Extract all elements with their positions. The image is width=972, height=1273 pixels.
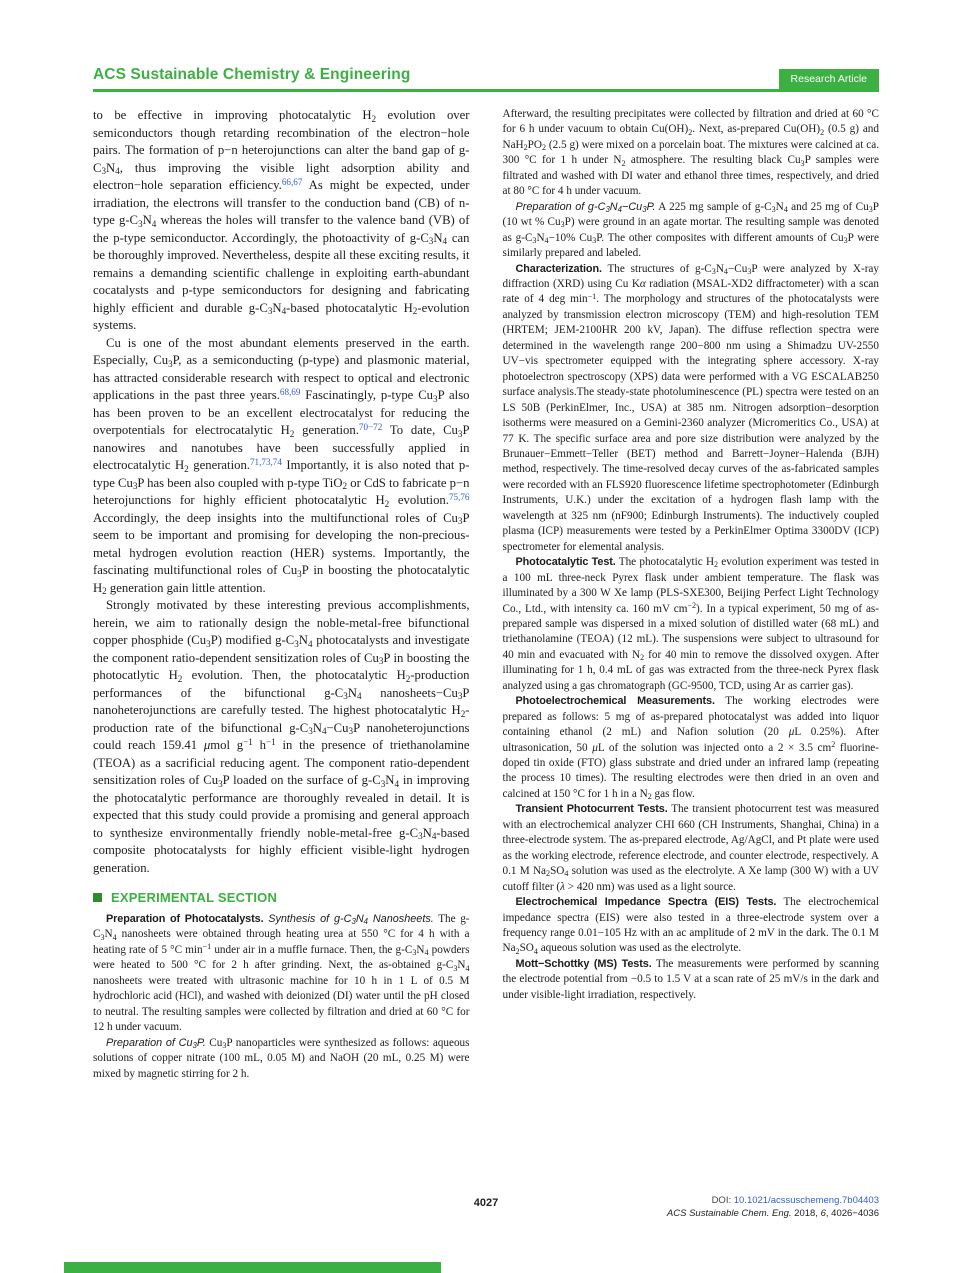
doi-link[interactable]: 10.1021/acssuschemeng.7b04403 — [733, 1195, 879, 1206]
right-column — [503, 107, 880, 1082]
text-run: evolution experiment was tested in a 100 mL three-neck Pyrex flask under ambient temperature. The flask was illuminated by a 300 W Xe lamp (PLS-SXE300, Beijing Perfect Light Technology Co., Ltd., with intensity ca. 160 mV cm — [502, 556, 879, 615]
text-run: 4 — [363, 917, 369, 927]
text-run: Cu — [205, 1036, 223, 1049]
text-run: 3 — [433, 393, 438, 404]
text-run: 3 — [711, 266, 716, 276]
two-column-body — [93, 107, 879, 1082]
text-run: 2 — [647, 792, 652, 802]
text-run: 3 — [218, 778, 223, 789]
text-run: N — [355, 913, 364, 925]
text-run: P (10 wt % Cu — [502, 200, 880, 229]
text-run: 3 — [642, 204, 647, 214]
text-run: N — [422, 825, 432, 840]
body-paragraph — [93, 107, 470, 335]
text-run: P nanoheterojunctions could reach 159.41 — [93, 720, 470, 752]
text-run: nanosheets were treated with ultrasonic machine for 10 h in 1 L of 0.5 M hydrochloric acid (HCl), and washed with deionized (DI) water until the pH closed to neutral. The resulting samples were collected by filtration and dried at 60 °C for 12 h under vacuum. — [93, 974, 470, 1034]
text-run: N — [106, 160, 116, 175]
text-run: ACS Sustainable Chem. Eng. — [666, 1208, 795, 1219]
text-run: −1 — [587, 291, 597, 301]
text-run: for 40 min to remove the dissolved oxygen. After illuminating for 1 h, 0.4 mL of gas was extracted from the three-neck Pyrex flask analyzed using a gas chromatograph (GC-9500, TCD, using Ar as carrier gas). — [502, 648, 879, 692]
text-run: P in boosting the photocatalytic H — [93, 563, 470, 595]
text-run: in improving the photocatalytic performance are thoroughly revealed in detail. It is expected that this study could provide a promising and general approach to synthesize environmentally friendly noble-metal-free g-C — [93, 773, 470, 840]
text-run: μ — [203, 738, 211, 752]
text-run: 3 — [138, 218, 143, 229]
text-run: 3 — [192, 1040, 197, 1050]
text-run: > 420 nm) was used as a light source. — [564, 880, 736, 893]
text-run: 3 — [428, 236, 434, 247]
text-run: 3 — [101, 166, 107, 177]
text-run: 3 — [308, 726, 313, 737]
text-run: to be effective in improving photocatalytic H — [93, 108, 372, 122]
body-paragraph — [503, 200, 880, 262]
text-run: 3 — [380, 778, 386, 789]
text-run: 4 — [723, 266, 728, 276]
text-run: The measurements were performed by scanning the electrode potential from −0.5 to 1.5 V at a scan rate of 25 mV/s in the dark and under visible-light irradiation, respectively. — [502, 957, 879, 1001]
text-run: P were analyzed by X-ray diffraction (XRD) using Cu K — [502, 262, 879, 290]
page-number: 4027 — [473, 1197, 499, 1209]
text-run: P) modified g-C — [210, 633, 295, 647]
text-run: whereas the holes will transfer to the valence band (VB) of the p-type semiconductor. Accordingly, the photoactivity of g-C — [93, 213, 470, 245]
text-run: N — [775, 200, 784, 213]
text-run: Accordingly, the deep insights into the multifunctional roles of Cu — [93, 510, 458, 525]
doi-line — [667, 1194, 879, 1207]
text-run: PO — [527, 138, 542, 151]
text-run: mol g — [210, 738, 244, 752]
text-run: 3 — [378, 656, 384, 667]
text-run: , thus improving the visible light adsorption ability and electron−hole separation efficiency. — [93, 160, 470, 192]
text-run: Afterward, the resulting precipitates were collected by filtration and dried at 60 °C for 6 h under vacuum to obtain Cu(OH) — [502, 108, 879, 136]
text-run: 3 — [457, 691, 463, 702]
left-column — [93, 107, 470, 1082]
text-run: 2 — [384, 498, 390, 509]
text-run: 2 — [102, 586, 107, 597]
text-run: P) were ground in an agate mortar. The resulting sample was denoted as g-C — [502, 216, 879, 244]
text-run: λ — [560, 880, 565, 893]
body-paragraph — [503, 694, 880, 802]
text-run: 2 — [546, 869, 551, 879]
text-run: Fascinatingly, p-type Cu — [300, 388, 434, 402]
text-run: −10% Cu — [548, 231, 593, 244]
text-run: −1 — [202, 942, 212, 952]
text-run: Cu is one of the most abundant elements preserved in the earth. Especially, Cu — [93, 335, 470, 367]
text-run: P loaded on the surface of g-C — [222, 773, 381, 787]
text-run: P in boosting the photocatlytic H — [93, 650, 470, 682]
text-run: in the presence of triethanolamine (TEOA) as a sacrificial reducing agent. The component ratio-dependent sensitization roles of Cu — [93, 738, 470, 787]
text-run: 3 — [457, 516, 463, 527]
text-run: -production performances of the bifunctional g-C — [93, 668, 470, 700]
text-run: N — [298, 633, 308, 647]
text-run: ). In a typical experiment, 50 mg of as-prepared sample was dispersed in a mixed solution of distilled water (68 mL) and triethanolamine (TEOA) (12 mL). The suspensions were subject to ultrasound for 40 min and evacuated with N — [502, 602, 880, 661]
text-run: 4 — [442, 236, 448, 247]
text-run: 3 — [267, 306, 273, 317]
body-paragraph — [503, 107, 880, 200]
text-run: -based composite photocatalysts for highly efficient visible-light hydrogen generation. — [93, 825, 470, 875]
text-run: The working electrodes were prepared as follows: 5 mg of as-prepared photocatalyst was added into liquor containing ethanol (2 mL) and Nafion solution (20 — [502, 695, 879, 739]
text-run: P were similarly prepared and labeled. — [502, 231, 879, 260]
text-run: 2 — [831, 739, 836, 749]
text-run: 2 — [820, 127, 825, 137]
text-run: 3 — [412, 948, 417, 958]
text-run: generation gain little attention. — [106, 580, 266, 595]
text-run: 3 — [222, 1040, 227, 1050]
text-run: The structures of g-C — [601, 262, 712, 275]
text-run: SO — [550, 865, 565, 878]
text-run: evolution. Then, the photocatalytic H — [182, 668, 406, 682]
text-run: -evolution systems. — [93, 300, 470, 332]
text-run: 2 — [640, 653, 645, 663]
text-run: 3 — [843, 235, 848, 245]
text-run: To date, Cu — [382, 423, 458, 437]
text-run: 4 — [431, 831, 437, 842]
text-run: 4 — [564, 869, 569, 879]
text-run: P nanoparticles were synthesized as follows: aqueous solutions of copper nitrate (100 mL, 0.05 M) and NaOH (20 mL, 0.25 M) were mixed by magnetic stirring for 2 h. — [93, 1036, 470, 1080]
text-run: N — [457, 959, 466, 972]
text-run: atmosphere. The resulting black Cu — [625, 154, 801, 167]
text-run: N — [609, 200, 618, 213]
text-run: -based photocatalytic H — [286, 300, 413, 315]
text-run: 3 — [457, 428, 463, 439]
text-run: −2 — [687, 600, 696, 610]
experimental-section-heading — [93, 890, 470, 905]
text-run: μ — [592, 741, 598, 754]
text-run: The transient photocurrent test was measured with an electrochemical analyzer CHI 660 (CH Instruments, Shanghai, China) in a three-electrode system. The as-prepared electrode, Ag/AgCl, and Pt plate were used as the working electrode, reference electrode, and counter electrode, respectively. A 0.1 M Na — [502, 803, 879, 878]
text-run: 3 — [132, 481, 138, 492]
text-run: 4 — [281, 306, 287, 317]
text-run: aqueous solution was used as the electrolyte. — [537, 942, 742, 955]
text-run: P has been also coupled with p-type TiO — [137, 475, 343, 490]
text-run: −Cu — [622, 200, 643, 213]
text-run: 4 — [544, 235, 549, 245]
journal-citation — [667, 1207, 879, 1220]
section-heading-label: EXPERIMENTAL SECTION — [111, 890, 278, 905]
text-run: 2 — [405, 673, 411, 684]
text-run: 2 — [460, 708, 466, 719]
text-run: 3 — [348, 726, 354, 737]
text-run: evolution. — [389, 493, 449, 507]
text-run: 3 — [351, 917, 356, 927]
text-run: 2 — [371, 113, 377, 124]
text-run: Electrochemical Impedance Spectra (EIS) Tests. — [515, 896, 777, 909]
article-type-badge: Research Article — [779, 69, 879, 89]
text-run: N — [536, 231, 545, 244]
text-run: The photocatalytic H — [615, 556, 715, 569]
text-run: 4 — [115, 166, 120, 177]
text-run: 4 — [424, 948, 429, 958]
doi-label: DOI: — [711, 1195, 734, 1206]
journal-name: ACS Sustainable Chemistry & Engineering — [93, 66, 411, 83]
text-run: radiation (MSAL-XD2 diffractometer) with a scan rate of 4 deg min — [502, 277, 879, 306]
text-run: 2 — [177, 673, 183, 684]
text-run: N — [312, 720, 322, 735]
body-paragraph — [93, 1036, 470, 1082]
text-run: 2 — [541, 143, 546, 153]
text-run: P nanoheterojunctions are carefully tested. The highest photocatalytic H — [93, 685, 470, 717]
body-paragraph — [503, 895, 880, 957]
text-run: Photoelectrochemical Measurements. — [515, 695, 715, 708]
text-run: P samples were filtrated and washed with DI water and ethanol three times, respectively, and dried at 80 °C for 4 h under vacuum. — [502, 154, 879, 198]
text-run: (2.5 g) were mixed on a porcelain boat. The mixtures were calcined at ca. 300 °C for 1 h under N — [502, 138, 879, 167]
text-run: P. The other composites with different amounts of Cu — [596, 231, 844, 244]
text-run: 4 — [321, 726, 327, 737]
text-run: 2018, — [794, 1208, 821, 1219]
citation-ref-link[interactable]: 75,76 — [448, 491, 470, 502]
text-run: 4 — [465, 963, 470, 973]
text-run: 3 — [747, 266, 752, 276]
citation-ref-link[interactable]: 68,69 — [279, 386, 301, 397]
text-run: 2 — [184, 463, 189, 474]
text-run: 3 — [453, 963, 458, 973]
text-run: A 225 mg sample of g-C — [655, 200, 772, 213]
text-run: P. — [196, 1036, 206, 1049]
text-run: 4 — [394, 778, 400, 789]
citation-ref-link[interactable]: 70−72 — [358, 421, 383, 432]
text-run: -production rate of the bifunctional g-C — [93, 703, 470, 735]
text-run: powders were heated to 500 °C for 2 h after grinding. Next, the as-obtained g-C — [93, 943, 470, 972]
text-run: −Cu — [727, 262, 748, 275]
text-run: −1 — [243, 736, 253, 747]
text-run: Nanosheets. — [368, 913, 434, 925]
citation-ref-link[interactable]: 71,73,74 — [249, 456, 282, 467]
text-run: Preparation of Photocatalysts. — [106, 913, 269, 925]
text-run: under air in a muffle furnace. Then, the g-C — [211, 943, 413, 956]
text-run: N — [142, 213, 152, 227]
text-run: Transient Photocurrent Tests. — [515, 803, 668, 816]
body-paragraph — [503, 555, 880, 694]
text-run: Strongly motivated by these interesting previous accomplishments, herein, we aim to rationally design the noble-metal-free bifunctional copper phosphide (Cu — [93, 598, 470, 647]
text-run: 6 — [820, 1208, 826, 1219]
text-run: evolution over semiconductors though retarding recombination of the electron−hole pairs. The formation of p−n heterojunctions can alter the band gap of g-C — [93, 108, 470, 175]
text-run: N — [347, 685, 357, 700]
text-run: can be thoroughly improved. Nevertheless, despite all these exciting results, it remains a demanding scientific challenge in exploiting earth-abundant cocatalysts and p-type semiconductors for designing and fabricating highly efficient and durable g-C — [93, 230, 470, 315]
text-run: 3 — [800, 158, 805, 168]
text-run: 3 — [168, 358, 173, 369]
text-run: N — [715, 262, 724, 275]
text-run: 3 — [560, 220, 565, 230]
body-paragraph — [93, 335, 470, 598]
text-run: 3 — [206, 638, 211, 649]
text-run: 4 — [307, 638, 313, 649]
text-run: Importantly, it is also noted that p-type Cu — [93, 458, 470, 490]
text-run: generation. — [294, 423, 359, 437]
text-run: −1 — [265, 736, 276, 747]
text-run: or CdS to fabricate p−n heterojunctions for highly efficient photocatalytic H — [93, 475, 470, 507]
text-run: 3 — [771, 204, 776, 214]
text-run: 2 — [714, 560, 719, 570]
text-run: 2 — [621, 158, 626, 168]
text-run: 3 — [100, 932, 105, 942]
text-run: Characterization. — [515, 262, 602, 275]
text-run: 2 — [688, 127, 693, 137]
text-run: N — [416, 943, 425, 956]
text-run: As might be expected, under irradiation, the electrons will transfer to the conduction band (CB) of n-type g-C — [93, 178, 470, 227]
text-run: 4 — [533, 946, 538, 956]
text-run: (0.5 g) and NaH — [502, 123, 879, 151]
text-run: 4 — [112, 932, 117, 942]
text-run: 2 — [342, 481, 348, 492]
body-paragraph — [93, 912, 470, 1036]
text-run: N — [104, 928, 113, 941]
text-run: The g-C — [93, 913, 470, 941]
text-run: solution was used as the electrolyte. A Xe lamp (300 W) with a UV cutoff filter ( — [502, 865, 880, 893]
text-run: 3 — [418, 831, 423, 842]
text-run: 3 — [532, 235, 537, 245]
text-run: 3 — [343, 691, 348, 702]
text-run: Synthesis of g-C — [268, 913, 352, 925]
text-run: fluorine-doped tin oxide (FTO) glass substrate and dried under an infrared lamp (repeating the process 10 times). The resulting electrodes were then dried in an oven and calcined at 150 °C for 1 h in a N — [502, 741, 879, 800]
section-square-icon — [93, 893, 102, 902]
text-run: N — [272, 300, 282, 315]
text-run: and 25 mg of Cu — [787, 200, 869, 213]
text-run: h — [252, 738, 266, 752]
text-run: generation. — [188, 458, 250, 472]
text-run: Preparation of g-C — [515, 200, 606, 213]
text-run: nanosheets were obtained through heating urea at 550 °C for 4 h with a heating rate of 5 °C min — [93, 928, 470, 956]
text-run: 3 — [868, 204, 873, 214]
text-run: 2 — [289, 428, 295, 439]
page-header — [93, 66, 879, 92]
text-run: 3 — [592, 235, 597, 245]
text-run: 4 — [617, 204, 622, 214]
text-run: Mott−Schottky (MS) Tests. — [515, 957, 652, 970]
text-run: α — [639, 277, 646, 290]
text-run: P. — [646, 200, 656, 213]
text-run: 3 — [294, 638, 299, 649]
text-run: Photocatalytic Test. — [515, 556, 616, 569]
text-run: L 0.25%). After ultrasonication, 50 — [502, 726, 880, 754]
footer-citation-block — [667, 1194, 879, 1220]
body-paragraph — [503, 262, 880, 556]
text-run: L of the solution was injected onto a 2 × 3.5 cm — [597, 741, 832, 754]
body-paragraph — [503, 957, 880, 1003]
text-run: 4 — [356, 691, 362, 702]
text-run: P, as a semiconducting (p-type) and plasmonic material, has attracted considerable research with respect to optical and electronic applications in the past three years. — [93, 353, 470, 402]
body-paragraph — [503, 802, 880, 895]
text-run: 3 — [297, 568, 302, 579]
body-paragraph — [93, 597, 470, 877]
text-run: 4 — [783, 204, 788, 214]
text-run: μ — [788, 726, 795, 739]
bottom-green-strip — [64, 1262, 441, 1273]
text-run: 2 — [515, 946, 520, 956]
text-run: gas flow. — [651, 787, 695, 800]
text-run: 2 — [523, 143, 528, 153]
text-run: N — [433, 230, 443, 245]
text-run: 3 — [605, 204, 610, 214]
text-run: SO — [519, 942, 534, 955]
text-run: P nanowires and nanotubes have been successfully applied in electrocatalytic H — [93, 423, 470, 472]
text-run: 2 — [412, 306, 418, 317]
text-run: 4 — [151, 218, 157, 229]
citation-ref-link[interactable]: 66,67 — [281, 176, 303, 187]
text-run: −Cu — [326, 720, 349, 735]
text-run: The electrochemical impedance spectra (EIS) were also tested in a three-electrode system over a frequency range 0.01−105 Hz with an ac amplitude of 2 mV in the dark. The 0.1 M Na — [502, 896, 880, 955]
text-run: photocatalysts and investigate the component ratio-dependent sensitization roles of Cu — [93, 633, 470, 665]
text-run: N — [385, 773, 395, 787]
text-run: Preparation of Cu — [106, 1036, 193, 1049]
text-run: nanosheets−Cu — [361, 685, 458, 700]
text-run: P also has been proven to be an excellent electrocatalyst for reducing the overpotentials for electrocatalytic H — [93, 388, 470, 437]
text-run: P seem to be important and promising for developing the non-precious-metal hydrogen evolution reaction (HER) systems. Importantly, the fascinating multifunctional roles of Cu — [93, 510, 470, 577]
text-run: . The morphology and structures of the photocatalysts were analyzed by transmission electron microscopy (TEM) and high-resolution TEM (HRTEM; JEM-2100HR 200 kV, Japan). The diffuse reflection spectra were determined in the wavelength range 200−800 nm using a Shimadzu UV-2550 UV−vis spectrometer equipped with the integrating sphere accessory. X-ray photoelectron spectroscopy (XPS) data were performed with a VG ESCALAB250 surface analysis.The steady-state photoluminescence (PL) spectra were tested on an LS 50B (PerkinElmer, Inc., USA) at 385 nm. Nitrogen adsorption−desorption isotherms were measured on a Gemini-2360 analyzer (Micromeritics Co., USA) at 77 K. The specific surface area and pore size distribution were analyzed by the Brunauer−Emmett−Teller (BET) method and Barrett−Joyner−Halenda (BJH) method, respectively. The time-resolved decay curves of the as-fabricated samples were recorded with an FLS920 fluorescence lifetime spectrophotometer (Edinburgh Instruments, U.K.) under the excitation of a hydrogen flash lamp with the wavelength at 325 nm (nF900; Edinburgh Instruments). The inductively coupled plasma (ICP) measurements were tested by a PerkinElmer Optima 3300DV (ICP) spectrometer for elemental analysis. — [502, 293, 879, 553]
text-run: , 4026−4036 — [825, 1208, 879, 1219]
text-run: . Next, as-prepared Cu(OH) — [692, 123, 821, 136]
